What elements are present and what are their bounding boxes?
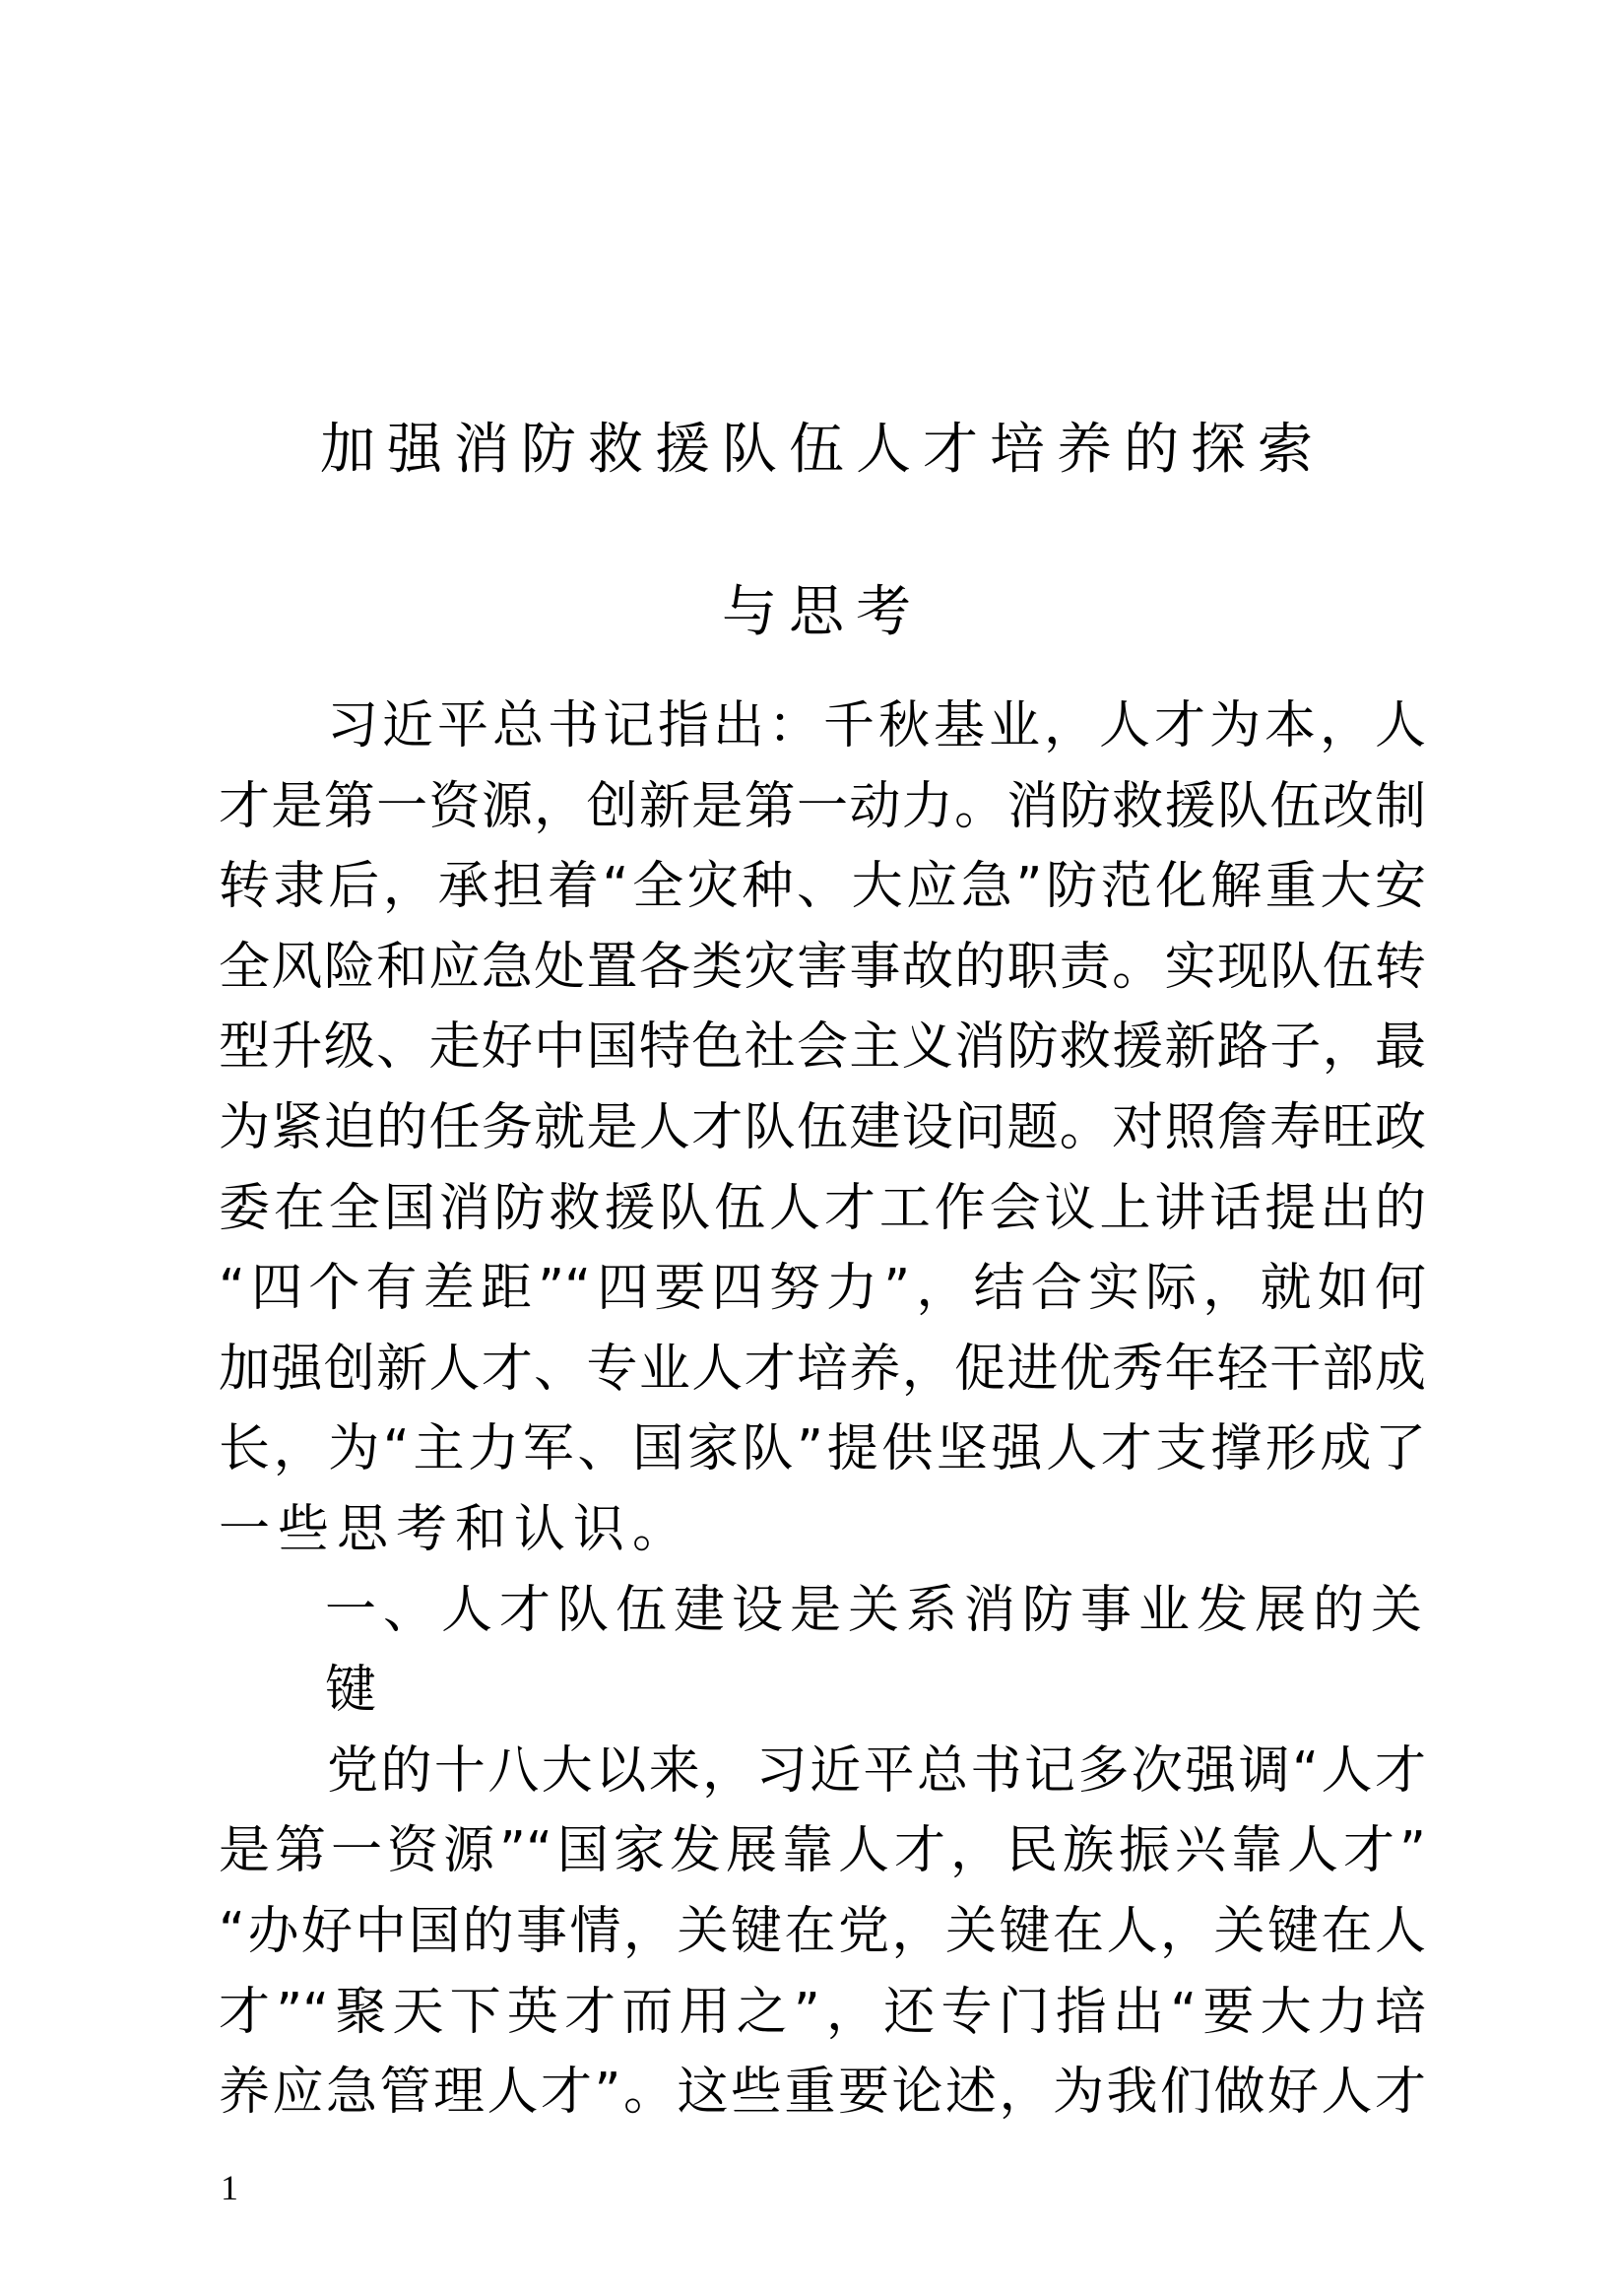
paragraph-line: 养应急管理人才”。这些重要论述，为我们做好人才 <box>219 2063 1426 2123</box>
paragraph-line: 加强创新人才、专业人才培养，促进优秀年轻干部成 <box>219 1339 1426 1399</box>
paragraph-line: 委在全国消防救援队伍人才工作会议上讲话提出的 <box>219 1178 1426 1238</box>
paragraph-line: 习近平总书记指出：千秋基业，人才为本，人 <box>327 696 1426 755</box>
paragraph-line: 转隶后，承担着“全灾种、大应急”防范化解重大安 <box>219 857 1426 917</box>
document-body <box>219 687 1426 2133</box>
section-heading: 一、人才队伍建设是关系消防事业发展的关键 <box>325 1580 1426 1721</box>
paragraph-line: 才”“聚天下英才而用之”，还专门指出“要大力培 <box>219 1982 1426 2042</box>
document-title-line-1: 加强消防救援队伍人才培养的探索 <box>320 418 1325 482</box>
paragraph-line: 一些思考和认识。 <box>219 1499 692 1559</box>
paragraph-line: 长，为“主力军、国家队”提供坚强人才支撑形成了 <box>219 1419 1426 1479</box>
paragraph-line: 型升级、走好中国特色社会主义消防救援新路子，最 <box>219 1017 1426 1078</box>
paragraph-line: 党的十八大以来，习近平总书记多次强调“人才 <box>327 1740 1426 1801</box>
document-title-line-2: 与思考 <box>722 580 923 644</box>
paragraph-line: 是第一资源”“国家发展靠人才，民族振兴靠人才” <box>219 1821 1426 1881</box>
paragraph-line: “办好中国的事情，关键在党，关键在人，关键在人 <box>219 1901 1426 1961</box>
paragraph-line: “四个有差距”“四要四努力”，结合实际，就如何 <box>219 1259 1426 1319</box>
page-number: 1 <box>221 2168 238 2207</box>
paragraph-line: 全风险和应急处置各类灾害事故的职责。实现队伍转 <box>219 937 1426 997</box>
paragraph-line: 才是第一资源，创新是第一动力。消防救援队伍改制 <box>219 776 1426 836</box>
paragraph-line: 为紧迫的任务就是人才队伍建设问题。对照詹寿旺政 <box>219 1097 1426 1157</box>
